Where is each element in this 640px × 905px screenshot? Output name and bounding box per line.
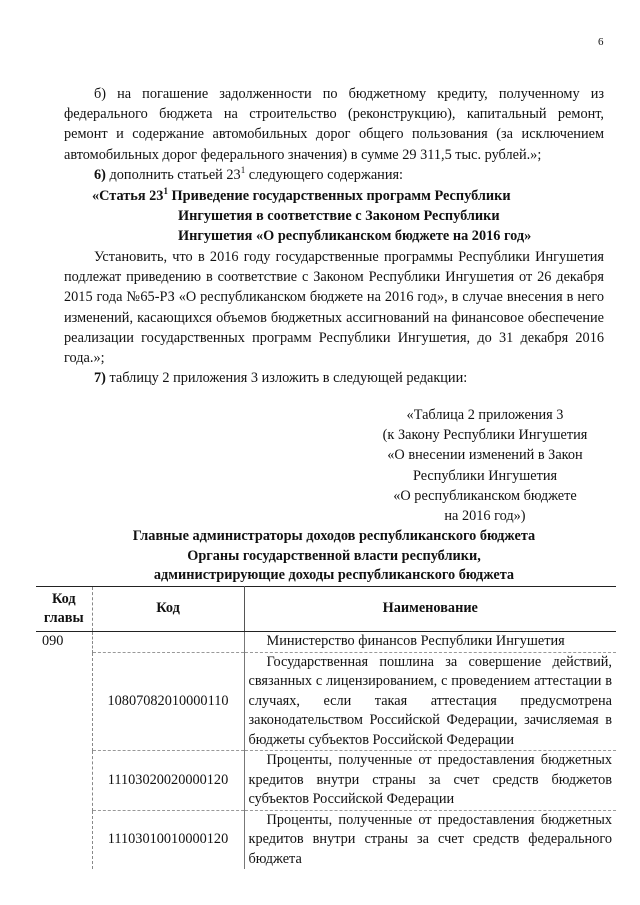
- paragraph-establish: Установить, что в 2016 году государственные программы Республики Ингушетия подлежат приведению в соответствие с Законом Республики Ингушетия от 26 декабря 2015 года №65-РЗ «О республиканском бюджете на 2016 год», в случае внесения в него изменений, касающихся объемов бюджетных ассигнований на финансовое обеспечение реализации государственных программ Республики Ингушетия, до 31 декабря 2016 года.»;: [64, 249, 604, 367]
- cell-name: Проценты, полученные от предоставления бюджетных кредитов внутри страны за счет средств федерального бюджета: [244, 810, 616, 869]
- item-7-number: 7): [94, 370, 106, 386]
- paragraph-item-b: б) на погашение задолженности по бюджетному кредиту, полученному из федерального бюджета на строительство (реконструкцию), капитальный ремонт, ремонт и содержание автомобильных дорог общего пользования (за исключением автомобильных дорог федерального значения) в сумме 29 311,5 тыс. рублей.»;: [64, 86, 604, 163]
- cell-name: Министерство финансов Республики Ингушетия: [266, 633, 565, 649]
- column-header-chapter-code: Код главы: [36, 587, 92, 632]
- article-title-line2: Ингушетия в соответствие с Законом Республики: [178, 208, 500, 225]
- item-7-text: таблицу 2 приложения 3 изложить в следующей редакции:: [105, 370, 468, 386]
- column-header-code: Код: [92, 587, 244, 632]
- table-heading: [64, 527, 604, 586]
- cell-chapter-code: 090: [36, 632, 92, 653]
- item-6-text-end: следующего содержания:: [245, 167, 404, 183]
- table-row: [36, 810, 616, 869]
- revenue-administrators-table: [36, 586, 616, 869]
- cell-chapter-code: [36, 652, 92, 751]
- cell-code: 10807082010000110: [92, 652, 244, 751]
- table-reference-line: «О внесении изменений в Закон: [387, 447, 583, 464]
- table-reference-line: «О республиканском бюджете: [393, 487, 577, 504]
- item-6-sup: 1: [240, 165, 246, 176]
- article-title: [92, 186, 612, 247]
- table-heading-line: администрирующие доходы республиканского бюджета: [153, 567, 515, 583]
- paragraph-item-6: [64, 165, 604, 185]
- article-title-line1: «Статья $23^1$ Приведение государственных программ Республики: [92, 186, 511, 204]
- table-reference-line: «Таблица 2 приложения 3: [406, 407, 564, 423]
- page-number: 6: [598, 36, 604, 48]
- cell-name: Государственная пошлина за совершение действий, связанных с лицензированием, с проведением аттестации в случаях, если такая аттестация предусмотрена законодательством Российской Федерации, зачисляемая в бюджеты субъектов Российской Федерации: [244, 652, 616, 751]
- cell-name: Проценты, полученные от предоставления бюджетных кредитов внутри страны за счет средств бюджетов субъектов Российской Федерации: [244, 751, 616, 811]
- cell-code: 11103020020000120: [92, 751, 244, 811]
- item-6-number: 6): [94, 167, 106, 183]
- table-reference-line: Республики Ингушетия: [412, 467, 558, 484]
- table-row: [36, 632, 616, 653]
- cell-chapter-code: [36, 810, 92, 869]
- article-sup: 1: [163, 186, 168, 197]
- table-row: [36, 652, 616, 751]
- column-header-name: Наименование: [244, 587, 616, 632]
- cell-code: 11103010010000120: [92, 810, 244, 869]
- table-header-row: [36, 587, 616, 632]
- paragraph-item-7: [64, 368, 604, 388]
- table-heading-line: Главные администраторы доходов республиканского бюджета: [132, 528, 536, 544]
- table-reference: [360, 405, 610, 526]
- article-title-line3: Ингушетия «О республиканском бюджете на 2016 год»: [178, 228, 532, 245]
- table-reference-line: на 2016 год»): [444, 508, 526, 525]
- table-row: [36, 751, 616, 811]
- item-6-text: дополнить статьей 23: [105, 167, 241, 183]
- table-reference-line: (к Закону Республики Ингушетия: [382, 427, 588, 444]
- table-heading-line: Органы государственной власти республики,: [187, 547, 481, 564]
- cell-code: [92, 632, 244, 653]
- cell-chapter-code: [36, 751, 92, 811]
